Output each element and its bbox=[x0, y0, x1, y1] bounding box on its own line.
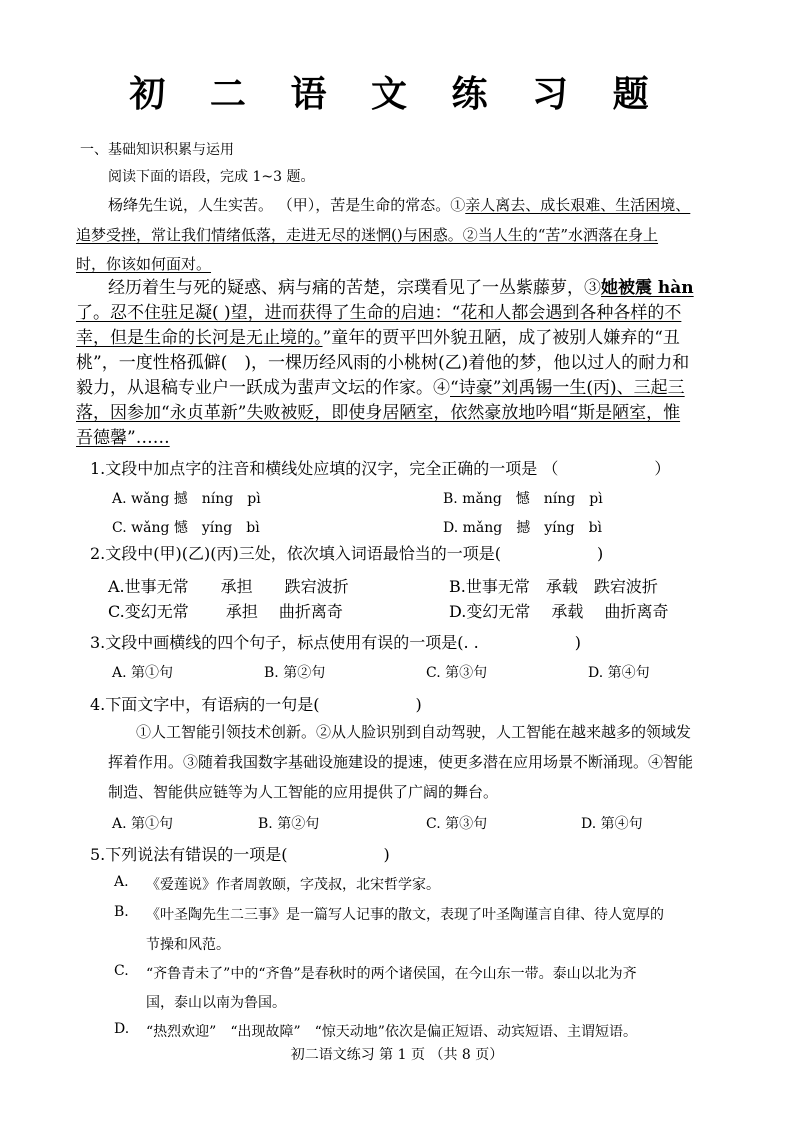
passage-line bbox=[76, 376, 685, 402]
question-3-stem: 3.文段中画横线的四个句子，标点使用有误的一项是(. . ) bbox=[90, 633, 582, 652]
passage-line: 桃”，一度性格孤僻( )，一棵历经风雨的小桃树(乙)着他的梦，他以过人的耐力和 bbox=[76, 353, 690, 373]
underlined-sentence: 她被震 hàn bbox=[601, 278, 694, 298]
underlined-sentence: 亲人离去、成长艰难、生活困境、 bbox=[465, 196, 691, 214]
section-heading: 一、基础知识积累与运用 bbox=[80, 142, 234, 158]
question-4-option-d[interactable]: D. 第④句 bbox=[581, 816, 643, 832]
underlined-sentence: 落，因参加“永贞革新”失败被贬，即使身居陋室，依然豪放地吟唱“斯是陋室，惟 bbox=[76, 403, 681, 423]
question-5-option-letter[interactable]: D. bbox=[114, 1021, 130, 1037]
page-footer: 初二语文练习 第 1 页 （共 8 页） bbox=[290, 1047, 504, 1063]
question-2-option-d[interactable]: D.变幻无常 承载 曲折离奇 bbox=[449, 602, 669, 621]
question-4-option-a[interactable]: A. 第①句 bbox=[112, 816, 174, 832]
question-1-option-d[interactable]: D. mǎng 撼 yíng bì bbox=[443, 520, 603, 536]
question-4-text: 挥着作用。③随着我国数字基础设施建设的提速，使更多潜在应用场景不断涌现。④智能 bbox=[108, 753, 694, 771]
question-3-option-c[interactable]: C. 第③句 bbox=[426, 665, 488, 681]
question-5-stem: 5.下列说法有错误的一项是( ) bbox=[90, 845, 390, 864]
passage-line bbox=[76, 426, 170, 452]
question-1-option-a[interactable]: A. wǎng 撼 níng pì bbox=[112, 491, 261, 507]
underlined-sentence: 时，你该如何面对。 bbox=[76, 255, 212, 273]
instruction-text: 阅读下面的语段，完成 1~3 题。 bbox=[108, 169, 315, 185]
question-2-option-b[interactable]: B.世事无常 承载 跌宕波折 bbox=[449, 577, 658, 596]
question-5-option-c-cont: 国，泰山以南为鲁国。 bbox=[146, 995, 286, 1011]
question-1-stem: 1.文段中加点字的注音和横线处应填的汉字，完全正确的一项是 （ ） bbox=[90, 459, 671, 478]
question-3-option-a[interactable]: A. 第①句 bbox=[112, 665, 174, 681]
underlined-sentence: “诗豪”刘禹锡一生(丙)、三起三 bbox=[450, 378, 685, 398]
question-4-stem: 4.下面文字中，有语病的一句是( ) bbox=[90, 695, 422, 714]
question-5-option-letter[interactable]: C. bbox=[114, 963, 129, 979]
passage-line bbox=[76, 326, 680, 352]
question-4-text: ①人工智能引领技术创新。②从人脸识别到自动驾驶，人工智能在越来越多的领域发 bbox=[136, 723, 692, 741]
question-3-option-b[interactable]: B. 第②句 bbox=[264, 665, 326, 681]
question-5-option-c[interactable]: “齐鲁青未了”中的“齐鲁”是春秋时的两个诸侯国，在今山东一带。泰山以北为齐 bbox=[146, 966, 637, 982]
question-5-option-b[interactable]: 《叶圣陶先生二三事》是一篇写人记事的散文，表现了叶圣陶谨言自律、待人宽厚的 bbox=[146, 907, 664, 923]
underlined-sentence: 追梦受挫，常让我们情绪低落，走进无尽的迷惘()与困惑。②当人生的“苦”水洒落在身上 bbox=[76, 226, 659, 244]
passage-line bbox=[108, 195, 690, 215]
question-3-option-d[interactable]: D. 第④句 bbox=[588, 665, 650, 681]
page-title: 初 二 语 文 练 习 题 bbox=[129, 73, 665, 115]
passage-line bbox=[108, 276, 694, 302]
question-5-option-d[interactable]: “热烈欢迎” “出现故障” “惊天动地”依次是偏正短语、动宾短语、主谓短语。 bbox=[146, 1024, 637, 1040]
question-5-option-letter[interactable]: A. bbox=[114, 874, 129, 890]
passage-text: ”童年的贾平凹外貌丑陋，成了被别人嫌弃的“丑 bbox=[322, 328, 680, 348]
question-2-option-c[interactable]: C.变幻无常 承担 曲折离奇 bbox=[108, 602, 343, 621]
question-5-option-letter[interactable]: B. bbox=[114, 904, 129, 920]
passage-text: 毅力，从退稿专业户一跃成为蜚声文坛的作家。④ bbox=[76, 378, 450, 398]
question-5-option-b-cont: 节操和风范。 bbox=[146, 937, 230, 953]
underlined-sentence: 了。忍不住驻足凝( )望，进而获得了生命的启迪：“花和人都会遇到各种各样的不 bbox=[76, 303, 682, 323]
passage-text: 经历着生与死的疑惑、病与痛的苦楚，宗璞看见了一丛紫藤萝，③ bbox=[108, 278, 601, 298]
question-2-stem: 2.文段中(甲)(乙)(丙)三处，依次填入词语最恰当的一项是( ) bbox=[90, 544, 604, 563]
question-2-option-a[interactable]: A.世事无常 承担 跌宕波折 bbox=[108, 577, 349, 596]
underlined-sentence: 吾德馨”…… bbox=[76, 428, 170, 448]
question-4-option-b[interactable]: B. 第②句 bbox=[258, 816, 320, 832]
question-5-option-a[interactable]: 《爱莲说》作者周敦颐，字茂叔，北宋哲学家。 bbox=[146, 877, 440, 893]
passage-text: 杨绛先生说，人生实苦。 （甲），苦是生命的常态。① bbox=[108, 196, 466, 214]
underlined-sentence: 幸，但是生命的长河是无止境的。 bbox=[76, 328, 323, 348]
question-1-option-b[interactable]: B. mǎng 憾 níng pì bbox=[443, 491, 603, 507]
question-4-text: 制造、智能供应链等为人工智能的应用提供了广阔的舞台。 bbox=[108, 783, 499, 801]
question-1-option-c[interactable]: C. wǎng 憾 yíng bì bbox=[112, 520, 260, 536]
question-4-option-c[interactable]: C. 第③句 bbox=[426, 816, 488, 832]
